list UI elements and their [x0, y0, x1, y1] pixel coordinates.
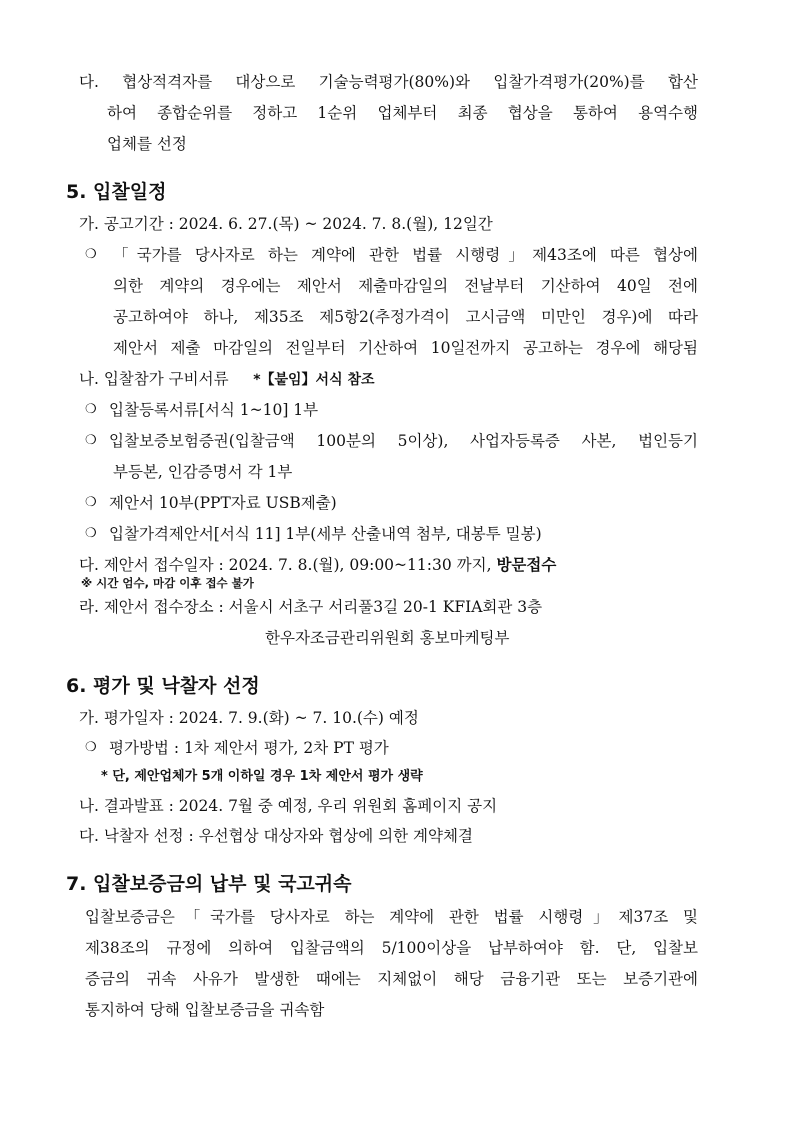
sec5-note-line1: 「국가를 당사자로 하는 계약에 관한 법률 시행령」제43조에 따른 협상에 — [113, 246, 698, 264]
sec7-body-line1: 입찰보증금은「국가를 당사자로 하는 계약에 관한 법률 시행령」제37조 및 — [85, 908, 698, 926]
sec7-body-line3: 증금의 귀속 사유가 발생한 때에는 지체없이 해당 금융기관 또는 보증기관에 — [85, 970, 698, 988]
sec5-ra: 라. 제안서 접수장소 : 서울시 서초구 서리풀3길 20-1 KFIA회관 3층 — [79, 598, 543, 616]
sec5-na: 나. 입찰참가 구비서류 *【붙임】서식 참조 — [79, 370, 375, 388]
sec7-body-line2: 제38조의 규정에 의하여 입찰금액의 5/100이상을 납부하여야 함. 단, 입찰보 — [85, 939, 698, 957]
sec5-da: 다. 제안서 접수일자 : 2024. 7. 8.(월), 09:00~11:30 까지, 방문접수 — [79, 556, 557, 574]
circle-bullet-icon: ❍ — [85, 247, 97, 262]
sec5-note-line4: 제안서 제출 마감일의 전일부터 기산하여 10일전까지 공고하는 경우에 해당됨 — [113, 339, 698, 357]
doc-item: 입찰등록서류[서식 1~10] 1부 — [109, 401, 319, 419]
sec5-ra-line2: 한우자조금관리위원회 홍보마케팅부 — [265, 629, 510, 647]
sec5-note-line2: 의한 계약의 경우에는 제안서 제출마감일의 전날부터 기산하여 40일 전에 — [113, 277, 698, 295]
doc-item: 입찰가격제안서[서식 11] 1부(세부 산출내역 첨부, 대봉투 밀봉) — [109, 525, 542, 543]
sec6-ga: 가. 평가일자 : 2024. 7. 9.(화) ~ 7. 10.(수) 예정 — [79, 709, 419, 727]
circle-bullet-icon: ❍ — [85, 526, 97, 541]
doc-item: 제안서 10부(PPT자료 USB제출) — [109, 494, 337, 512]
item-da-line1: 다. 협상적격자를 대상으로 기술능력평가(80%)와 입찰가격평가(20%)를 합산 — [79, 73, 698, 91]
sec7-body-line4: 통지하여 당해 입찰보증금을 귀속함 — [85, 1001, 325, 1019]
sec6-da: 다. 낙찰자 선정 : 우선협상 대상자와 협상에 의한 계약체결 — [79, 827, 473, 845]
sec6-method-note: * 단, 제안업체가 5개 이하일 경우 1차 제안서 평가 생략 — [101, 769, 423, 784]
circle-bullet-icon: ❍ — [85, 433, 97, 448]
section-7-title: 7. 입찰보증금의 납부 및 국고귀속 — [66, 873, 352, 895]
item-da-line3: 업체를 선정 — [107, 135, 187, 153]
sec6-na: 나. 결과발표 : 2024. 7월 중 예정, 우리 위원회 홈페이지 공지 — [79, 797, 498, 815]
sec5-da-note: ※ 시간 엄수, 마감 이후 접수 불가 — [81, 576, 254, 590]
section-6-title: 6. 평가 및 낙찰자 선정 — [66, 675, 260, 697]
sec5-ga: 가. 공고기간 : 2024. 6. 27.(목) ~ 2024. 7. 8.(월), 12일간 — [79, 215, 493, 233]
circle-bullet-icon: ❍ — [85, 740, 97, 755]
doc-item-cont: 부등본, 인감증명서 각 1부 — [113, 463, 293, 481]
section-5-title: 5. 입찰일정 — [66, 181, 167, 203]
sec5-note-line3: 공고하여야 하나, 제35조 제5항2(추정가격이 고시금액 미만인 경우)에 따라 — [113, 308, 698, 326]
sec5-da-bold: 방문접수 — [496, 556, 557, 574]
sec5-na-ref: *【붙임】서식 참조 — [253, 372, 375, 388]
circle-bullet-icon: ❍ — [85, 495, 97, 510]
sec6-method: 평가방법 : 1차 제안서 평가, 2차 PT 평가 — [109, 739, 389, 757]
doc-item: 입찰보증보험증권(입찰금액 100분의 5이상), 사업자등록증 사본, 법인등기 — [109, 432, 698, 450]
circle-bullet-icon: ❍ — [85, 402, 97, 417]
item-da-line2: 하여 종합순위를 정하고 1순위 업체부터 최종 협상을 통하여 용역수행 — [107, 104, 698, 122]
